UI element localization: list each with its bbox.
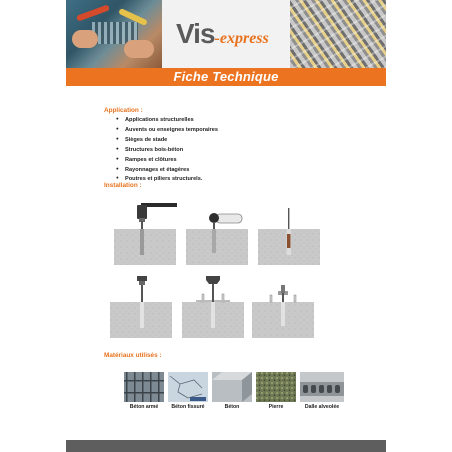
material-hollowcore-slab-image <box>300 372 344 402</box>
install-step-fix <box>182 276 246 338</box>
material-label: Pierre <box>268 404 284 410</box>
installation-heading: Installation : <box>104 182 142 189</box>
install-step-insert <box>258 208 322 265</box>
install-step-done <box>252 285 316 338</box>
application-heading: Application : <box>104 107 143 114</box>
install-step-drill <box>114 203 178 265</box>
install-step-clean <box>186 212 250 265</box>
list-item: ● Structures bois-béton <box>116 145 218 155</box>
title-bar <box>66 68 386 86</box>
material-label: Dalle alveolée <box>304 404 340 410</box>
install-step-set <box>110 276 174 338</box>
list-item: ● Applications structurelles <box>116 115 218 125</box>
technical-sheet-page <box>66 0 386 452</box>
logo-suffix-text: -express <box>214 30 269 47</box>
screws-photo <box>290 0 386 68</box>
material-stone-image <box>256 372 296 402</box>
list-item: ● Rayonnages et étagères <box>116 165 218 175</box>
material-cracked-concrete-image <box>168 372 208 402</box>
list-item: ● Sièges de stade <box>116 135 218 145</box>
application-list <box>116 115 218 184</box>
material-label: Béton <box>224 404 240 410</box>
vis-express-logo <box>176 18 286 52</box>
list-item: ● Poutres et piliers structurels. <box>116 174 218 184</box>
footer-bar <box>66 440 386 452</box>
material-concrete-image <box>212 372 252 402</box>
page-title: Fiche Technique <box>173 69 279 84</box>
header-banner <box>66 0 386 68</box>
logo-main-text: Vis <box>176 18 215 49</box>
material-label: Béton armé <box>129 404 159 410</box>
material-label: Béton fissuré <box>171 404 205 410</box>
list-item: ● Auvents ou enseignes temporaires <box>116 125 218 135</box>
material-reinforced-concrete-image <box>124 372 164 402</box>
tools-photo <box>66 0 162 68</box>
materials-heading: Matériaux utilisés : <box>104 352 162 359</box>
list-item: ● Rampes et clôtures <box>116 155 218 165</box>
